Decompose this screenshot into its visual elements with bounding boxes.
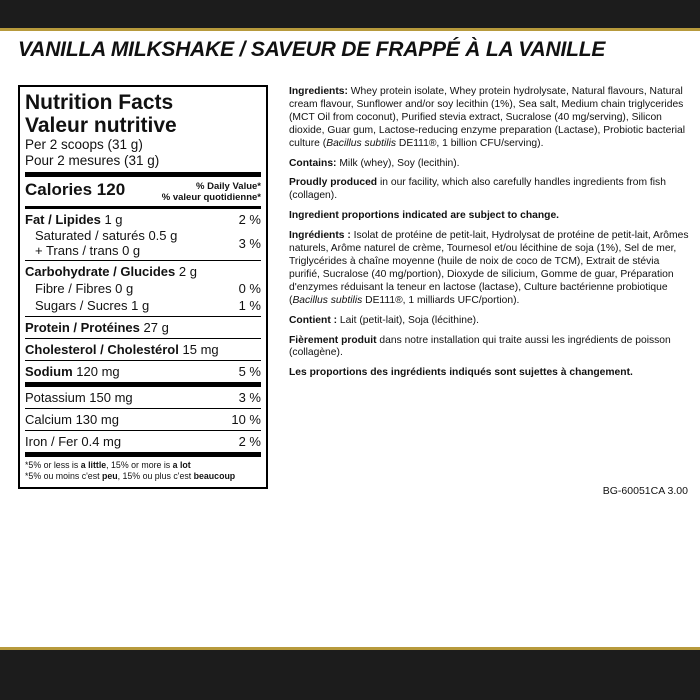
sodium-row [25,363,261,380]
cholesterol-row [25,341,261,358]
cholesterol-section [25,339,261,361]
sodium-section [25,361,261,387]
iron-section [25,431,261,457]
dv-en: % Daily Value* [196,181,261,192]
iron-dv: 2 % [238,434,261,449]
calcium-section [25,409,261,431]
calcium-dv: 10 % [231,412,261,427]
nutrition-title-fr: Valeur nutritive [25,114,177,137]
protein-label: Protein / Protéines [25,320,140,335]
daily-value-header [162,180,261,203]
ingredients-column [289,86,689,387]
cholesterol-amount: 15 mg [182,342,219,357]
produced-fr: Fièrement produit dans notre installation qui traite aussi les ingrédients de poisson (collagène). [289,334,671,359]
sugars-row [25,297,261,314]
potassium-row [25,389,261,406]
top-band [0,0,700,31]
sat-trans-dv: 3 % [238,235,261,251]
carb-row [25,263,261,280]
carb-label: Carbohydrate / Glucides [25,264,176,279]
sodium-amount: 120 mg [76,364,120,379]
ingredients-en: Ingredients: Whey protein isolate, Whey protein hydrolysate, Natural flavours, Natural cream flavour, Sunflower and/or soy lecithin (1%), Sea salt, Medium chain triglycerides (MCT Oil from coconut), Purified stevia extract, Sucralose (40 mg/serving), Silicon dioxide, Guar gum, Lactose-reducing enzyme preparation (Lactase), Probiotic bacterial culture (Bacillus subtilis DE111®, 1 billion CFU/serving). [289,86,686,149]
calories-row [25,177,261,209]
proportions-en: Ingredient proportions indicated are subject to change. [289,210,560,222]
dv-fr: % valeur quotidienne* [161,192,261,203]
fat-row [25,211,261,228]
bottom-band [0,647,700,700]
trans-row: + Trans / trans 0 g [35,243,141,258]
contains-fr: Contient : Lait (petit-lait), Soja (lécithine). [289,314,479,326]
sodium-dv: 5 % [238,364,261,379]
flavor-title: VANILLA MILKSHAKE / SAVEUR DE FRAPPÉ À LA VANILLE [18,38,606,61]
carb-section [25,261,261,317]
footnote-fr: *5% ou moins c'est peu, 15% ou plus c'est beaucoup [25,471,236,481]
serving-en: Per 2 scoops (31 g) [25,137,143,152]
sugars-label: Sugars / Sucres 1 g [35,298,150,313]
sugars-dv: 1 % [238,298,261,313]
protein-amount: 27 g [143,320,169,335]
cholesterol-label: Cholesterol / Cholestérol [25,342,179,357]
nutrition-title-en: Nutrition Facts [25,91,174,114]
nutrition-footnote [25,457,261,482]
footnote-en: *5% or less is a little, 15% or more is a lot [25,460,191,470]
potassium-label: Potassium 150 mg [25,390,133,405]
ingredients-fr: Ingrédients : Isolat de protéine de petit-lait, Hydrolysat de protéine de petit-lait, Arômes naturels, Arôme naturel de crème, Tournesol et/ou lécithine de soja (1%), Sel de mer, Triglycérides à chaîne moyenne (huile de noix de coco de TCM), Extrait de stévia purifié, Sucralose (40 mg/portion), Dioxyde de silicium, Gomme de guar, Préparation d'enzymes réduisant la teneur en lactose (lactase), Culture bactérienne probiotique (Bacillus subtilis DE111®, 1 milliards UFC/portion). [289,230,689,306]
fat-dv: 2 % [238,212,261,227]
proportions-fr: Les proportions des ingrédients indiqués sont sujettes à changement. [289,367,633,379]
protein-section [25,317,261,339]
protein-row [25,319,261,336]
calcium-row [25,411,261,428]
fat-section [25,209,261,261]
contains-en: Contains: Milk (whey), Soy (lecithin). [289,157,460,169]
serving-fr: Pour 2 mesures (31 g) [25,153,160,168]
serving-size [25,137,261,177]
fibre-row [25,280,261,297]
sodium-label: Sodium [25,364,73,379]
nutrition-facts-table [18,85,268,489]
fat-label: Fat / Lipides [25,212,101,227]
potassium-section [25,387,261,409]
carb-amount: 2 g [178,264,197,279]
fat-amount: 1 g [104,212,123,227]
product-code: BG-60051CA 3.00 [602,485,688,497]
iron-label: Iron / Fer 0.4 mg [25,434,122,449]
iron-row [25,433,261,450]
saturated-trans-group [25,228,261,258]
saturated-row: Saturated / saturés 0.5 g [35,228,178,243]
fibre-label: Fibre / Fibres 0 g [35,281,134,296]
fibre-dv: 0 % [238,281,261,296]
calcium-label: Calcium 130 mg [25,412,119,427]
calories-label: Calories 120 [25,180,126,199]
produced-en: Proudly produced in our facility, which also carefully handles ingredients from fish (collagen). [289,177,666,202]
potassium-dv: 3 % [238,390,261,405]
